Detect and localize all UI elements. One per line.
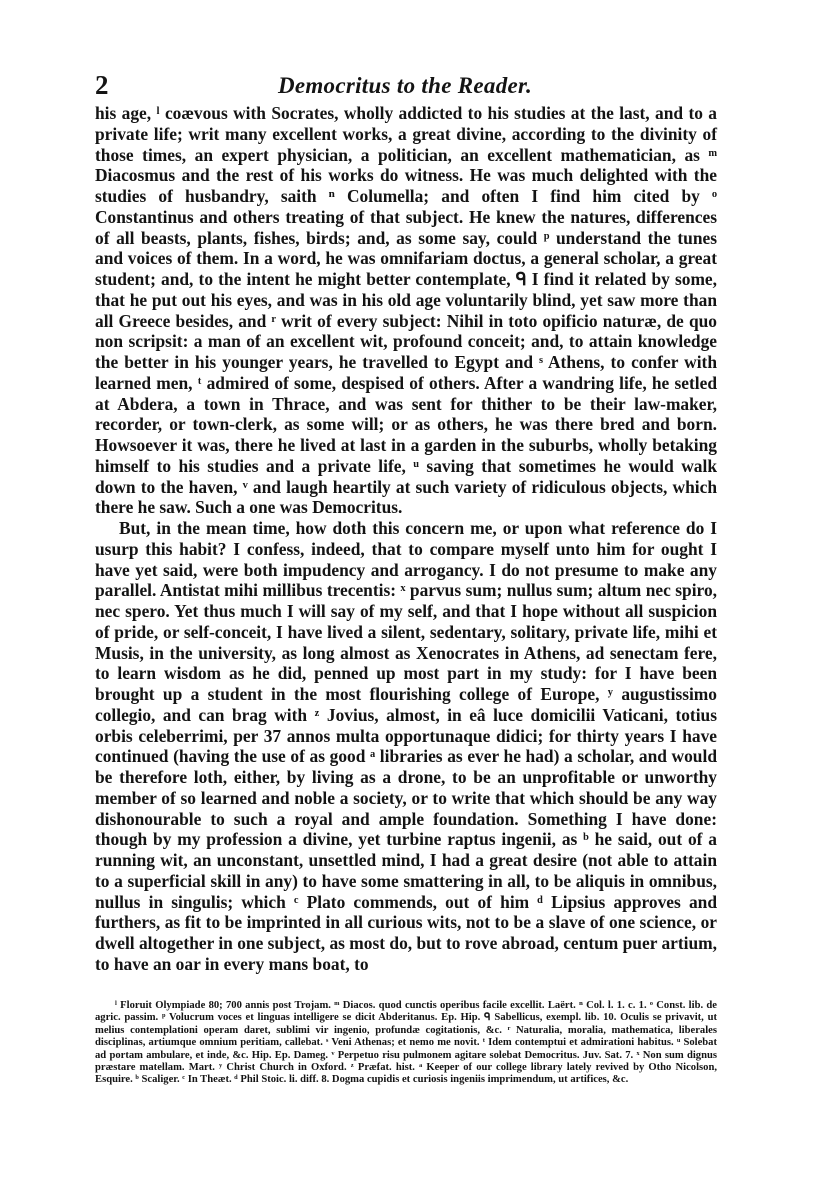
paragraph-2: But, in the mean time, how doth this concern me, or upon what reference do I usurp this habit? I confess, indeed, that to compare myself unto him for ought I have yet said, were both impudency and arrogancy. I do not presume to make any parallel. Antistat mihi millibus trecentis: ˣ parvus sum; nullus sum; altum nec spiro, nec spero. Yet thus much I will say of my self, and that I hope without all suspicion of pride, or self-conceit, I have lived a silent, sedentary, solitary, private life, mihi et Musis, in the university, as long almost as Xenocrates in Athens, ad senectam fere, to learn wisdom as he did, penned up most part in my study: for I have been brought up a student in the most flourishing college of Europe, ʸ augustissimo collegio, and can brag with ᶻ Jovius, almost, in eâ luce domicilii Vaticani, totius orbis celeberrimi, per 37 annos multa opportunaque didici; for thirty years I have continued (having the use of as good ᵃ libraries as ever he had) a scholar, and would be therefore loth, either, by living as a drone, to be an unprofitable or unworthy member of so learned and noble a society, or to write that which should be any way dishonourable to such a royal and ample foundation. Something I have done: though by my profession a divine, yet turbine raptus ingenii, as ᵇ he said, out of a running wit, an unconstant, unsettled mind, I had a great desire (not able to attain to a superficial skill in any) to have some smattering in all, to be aliquis in omnibus, nullus in singulis; which ᶜ Plato commends, out of him ᵈ Lipsius approves and furthers, as fit to be imprinted in all curious wits, not to be a slave of one science, or dwell altogether in one subject, as most do, but to rove abroad, centum puer artium, to have an oar in every mans boat, to xyxy=(95,518,717,974)
page-number: 2 xyxy=(95,70,109,100)
page-header xyxy=(95,70,715,104)
footnotes-text: ˡ Floruit Olympiade 80; 700 annis post Trojam. ᵐ Diacos. quod cunctis operibus facile excellit. Laërt. ⁿ Col. l. 1. c. 1. ᵒ Const. lib. de agric. passim. ᵖ Volucrum voces et linguas intelligere se dicit Abderitanus. Ep. Hip. ᑫ Sabellicus, exempl. lib. 10. Oculis se privavit, ut melius contemplationi operam daret, sublimi vir ingenio, profundæ cogitationis, &c. ʳ Naturalia, moralia, mathematica, liberales disciplinas, artiumque omnium peritiam, callebat. ˢ Veni Athenas; et nemo me novit. ᵗ Idem contemptui et admirationi habitus. ᵘ Solebat ad portam ambulare, et inde, &c. Hip. Ep. Dameg. ᵛ Perpetuo risu pulmonem agitare solebat Democritus. Juv. Sat. 7. ˣ Non sum dignus præstare matellam. Mart. ʸ Christ Church in Oxford. ᶻ Præfat. hist. ᵃ Keeper of our college library lately revived by Otho Nicolson, Esquire. ᵇ Scaliger. ᶜ In Theæt. ᵈ Phil Stoic. li. diff. 8. Dogma cupidis et curiosis ingeniis imprimendum, ut artifices, &c. xyxy=(95,1000,717,1086)
running-title: Democritus to the Reader. xyxy=(277,73,533,98)
footnotes xyxy=(95,1000,717,1087)
main-text xyxy=(95,103,717,975)
paragraph-1: his age, ˡ coævous with Socrates, wholly addicted to his studies at the last, and to a private life; writ many excellent works, a great divine, according to the divinity of those times, an expert physician, a politician, an excellent mathematician, as ᵐ Diacosmus and the rest of his works do witness. He was much delighted with the studies of husbandry, saith ⁿ Columella; and often I find him cited by ᵒ Constantinus and others treating of that subject. He knew the natures, differences of all beasts, plants, fishes, birds; and, as some say, could ᵖ understand the tunes and voices of them. In a word, he was omnifariam doctus, a general scholar, a great student; and, to the intent he might better contemplate, ᑫ I find it related by some, that he put out his eyes, and was in his old age voluntarily blind, yet saw more than all Greece besides, and ʳ writ of every subject: Nihil in toto opificio naturæ, de quo non scripsit: a man of an excellent wit, profound conceit; and, to attain knowledge the better in his younger years, he travelled to Egypt and ˢ Athens, to confer with learned men, ᵗ admired of some, despised of others. After a wandring life, he setled at Abdera, a town in Thrace, and was sent for thither to be their law-maker, recorder, or town-clerk, as some will; or as others, he was there bred and born. Howsoever it was, there he lived at last in a garden in the suburbs, wholly betaking himself to his studies and a private life, ᵘ saving that sometimes he would walk down to the haven, ᵛ and laugh heartily at such variety of ridiculous objects, which there he saw. Such a one was Democritus. xyxy=(95,103,717,518)
